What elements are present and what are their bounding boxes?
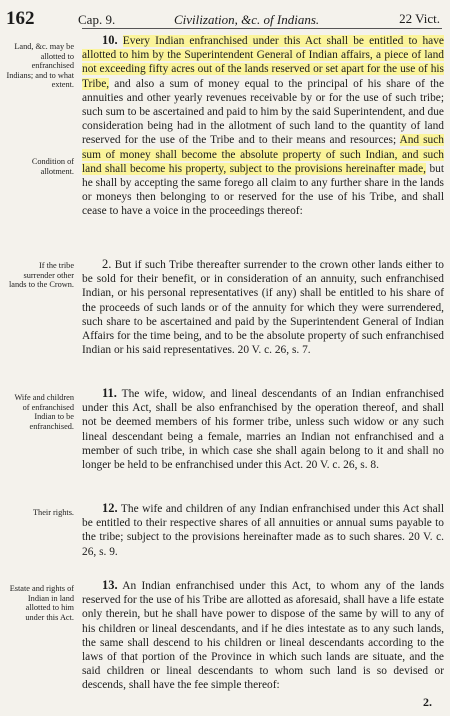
signature-mark: 2.	[423, 695, 432, 709]
section-text: The wife and children of any Indian enfranchised under this Act shall be entitled to their respective shares of all annuities or annual sums payable to the tribe; subject to the provisions hereinafter made as to such shares. 20 V. c. 26, s. 9.	[82, 503, 444, 558]
margin-note-wife-children: Wife and children of enfranchised Indian to be enfranchised.	[14, 393, 74, 431]
subsection-2	[82, 257, 444, 357]
section-text: But if such Tribe thereafter surrender to the crown other lands either to be sold for their benefit, or in consideration of an annuity, such enfranchised Indian, or his personal representatives (if any) shall be entitled to his share of the proceeds of such lands or of the annuity for which they were surrendered, such share to be ascertained and paid by the Superintendent General of Indian Affairs for the time being, and to be the absolute property of such enfranchised Indian or his said representatives. 20 V. c. 26, s. 7.	[82, 259, 444, 357]
header-rule	[82, 28, 442, 29]
margin-note-allotment: Land, &c. may be allotted to enfranchised Indians; and to what extent.	[6, 42, 74, 90]
chapter-label: Cap. 9.	[78, 12, 116, 27]
section-number: 2.	[102, 257, 112, 271]
page-number: 162	[6, 8, 35, 29]
margin-note-rights: Their rights.	[32, 508, 74, 517]
highlighted-text: Every Indian enfranchised under this Act shall be entitled to have allotted to him by the Superintendent General of Indian affairs, a piece of land not exceeding fifty acres out of the lands reserved or set apart for the use of his Tribe,	[82, 35, 444, 90]
regnal-year: 22 Vict.	[399, 11, 440, 26]
section-13	[82, 578, 444, 693]
section-text: An Indian enfranchised under this Act, to whom any of the lands reserved for the use of his Tribe are allotted as aforesaid, shall have a life estate only therein, but he shall have power to dispose of the same by will to any of his children or lineal descendants, and if he dies intestate as to any such lands, the same shall descend to his children or lineal descendants according to the laws of that portion of the Province in which such lands are situate, and the said children or lineal descendants to whom such land is so devised or descends, shall have the fee simple thereof:	[82, 580, 445, 692]
section-12	[82, 501, 444, 559]
section-11	[82, 386, 444, 472]
section-text: but he shall by accepting the same forego all claim to any further share in the lands or moneys then belonging to or reserved for the use of his Tribe, and shall cease to have a voice in the proceedings thereof:	[82, 162, 444, 218]
section-number: 13.	[102, 578, 118, 592]
margin-note-surrender: If the tribe surrender other lands to the Crown.	[9, 261, 74, 290]
running-header	[6, 8, 442, 34]
highlighted-text: And such sum of money shall become the absolute property of such Indian, and such land shall become his property, subject to the provisions hereinafter made,	[82, 134, 444, 175]
margin-note-estate: Estate and rights of Indian in land allotted to him under this Act.	[9, 584, 74, 622]
section-number: 11.	[102, 386, 117, 400]
margin-note-condition: Condition of allotment.	[31, 157, 74, 176]
running-title: Civilization, &c. of Indians.	[174, 12, 320, 27]
section-10	[82, 33, 444, 219]
section-number: 12.	[102, 501, 118, 515]
section-number: 10.	[102, 33, 118, 47]
section-text: and also a sum of money equal to the principal of his share of the annuities and other yearly revenues receivable by or for the use of such tribe; such sum to be ascertained and paid to him by the said Superintendent, and due consideration being had in the allotment of such land to the quantity of land reserved for the use of the Tribe and to their means and resources;	[82, 77, 444, 147]
section-text: The wife, widow, and lineal descendants of an Indian enfranchised under this Act, shall be also enfranchised by the operation thereof, and shall not be deemed members of his former tribe, unless such widow or any such lineal descendant being a female, marries an Indian not enfranchised and a member of such tribe, in which case she shall again belong to it and shall no longer be held to be enfranchised under this Act. 20 V. c. 26, s. 8.	[82, 388, 444, 472]
